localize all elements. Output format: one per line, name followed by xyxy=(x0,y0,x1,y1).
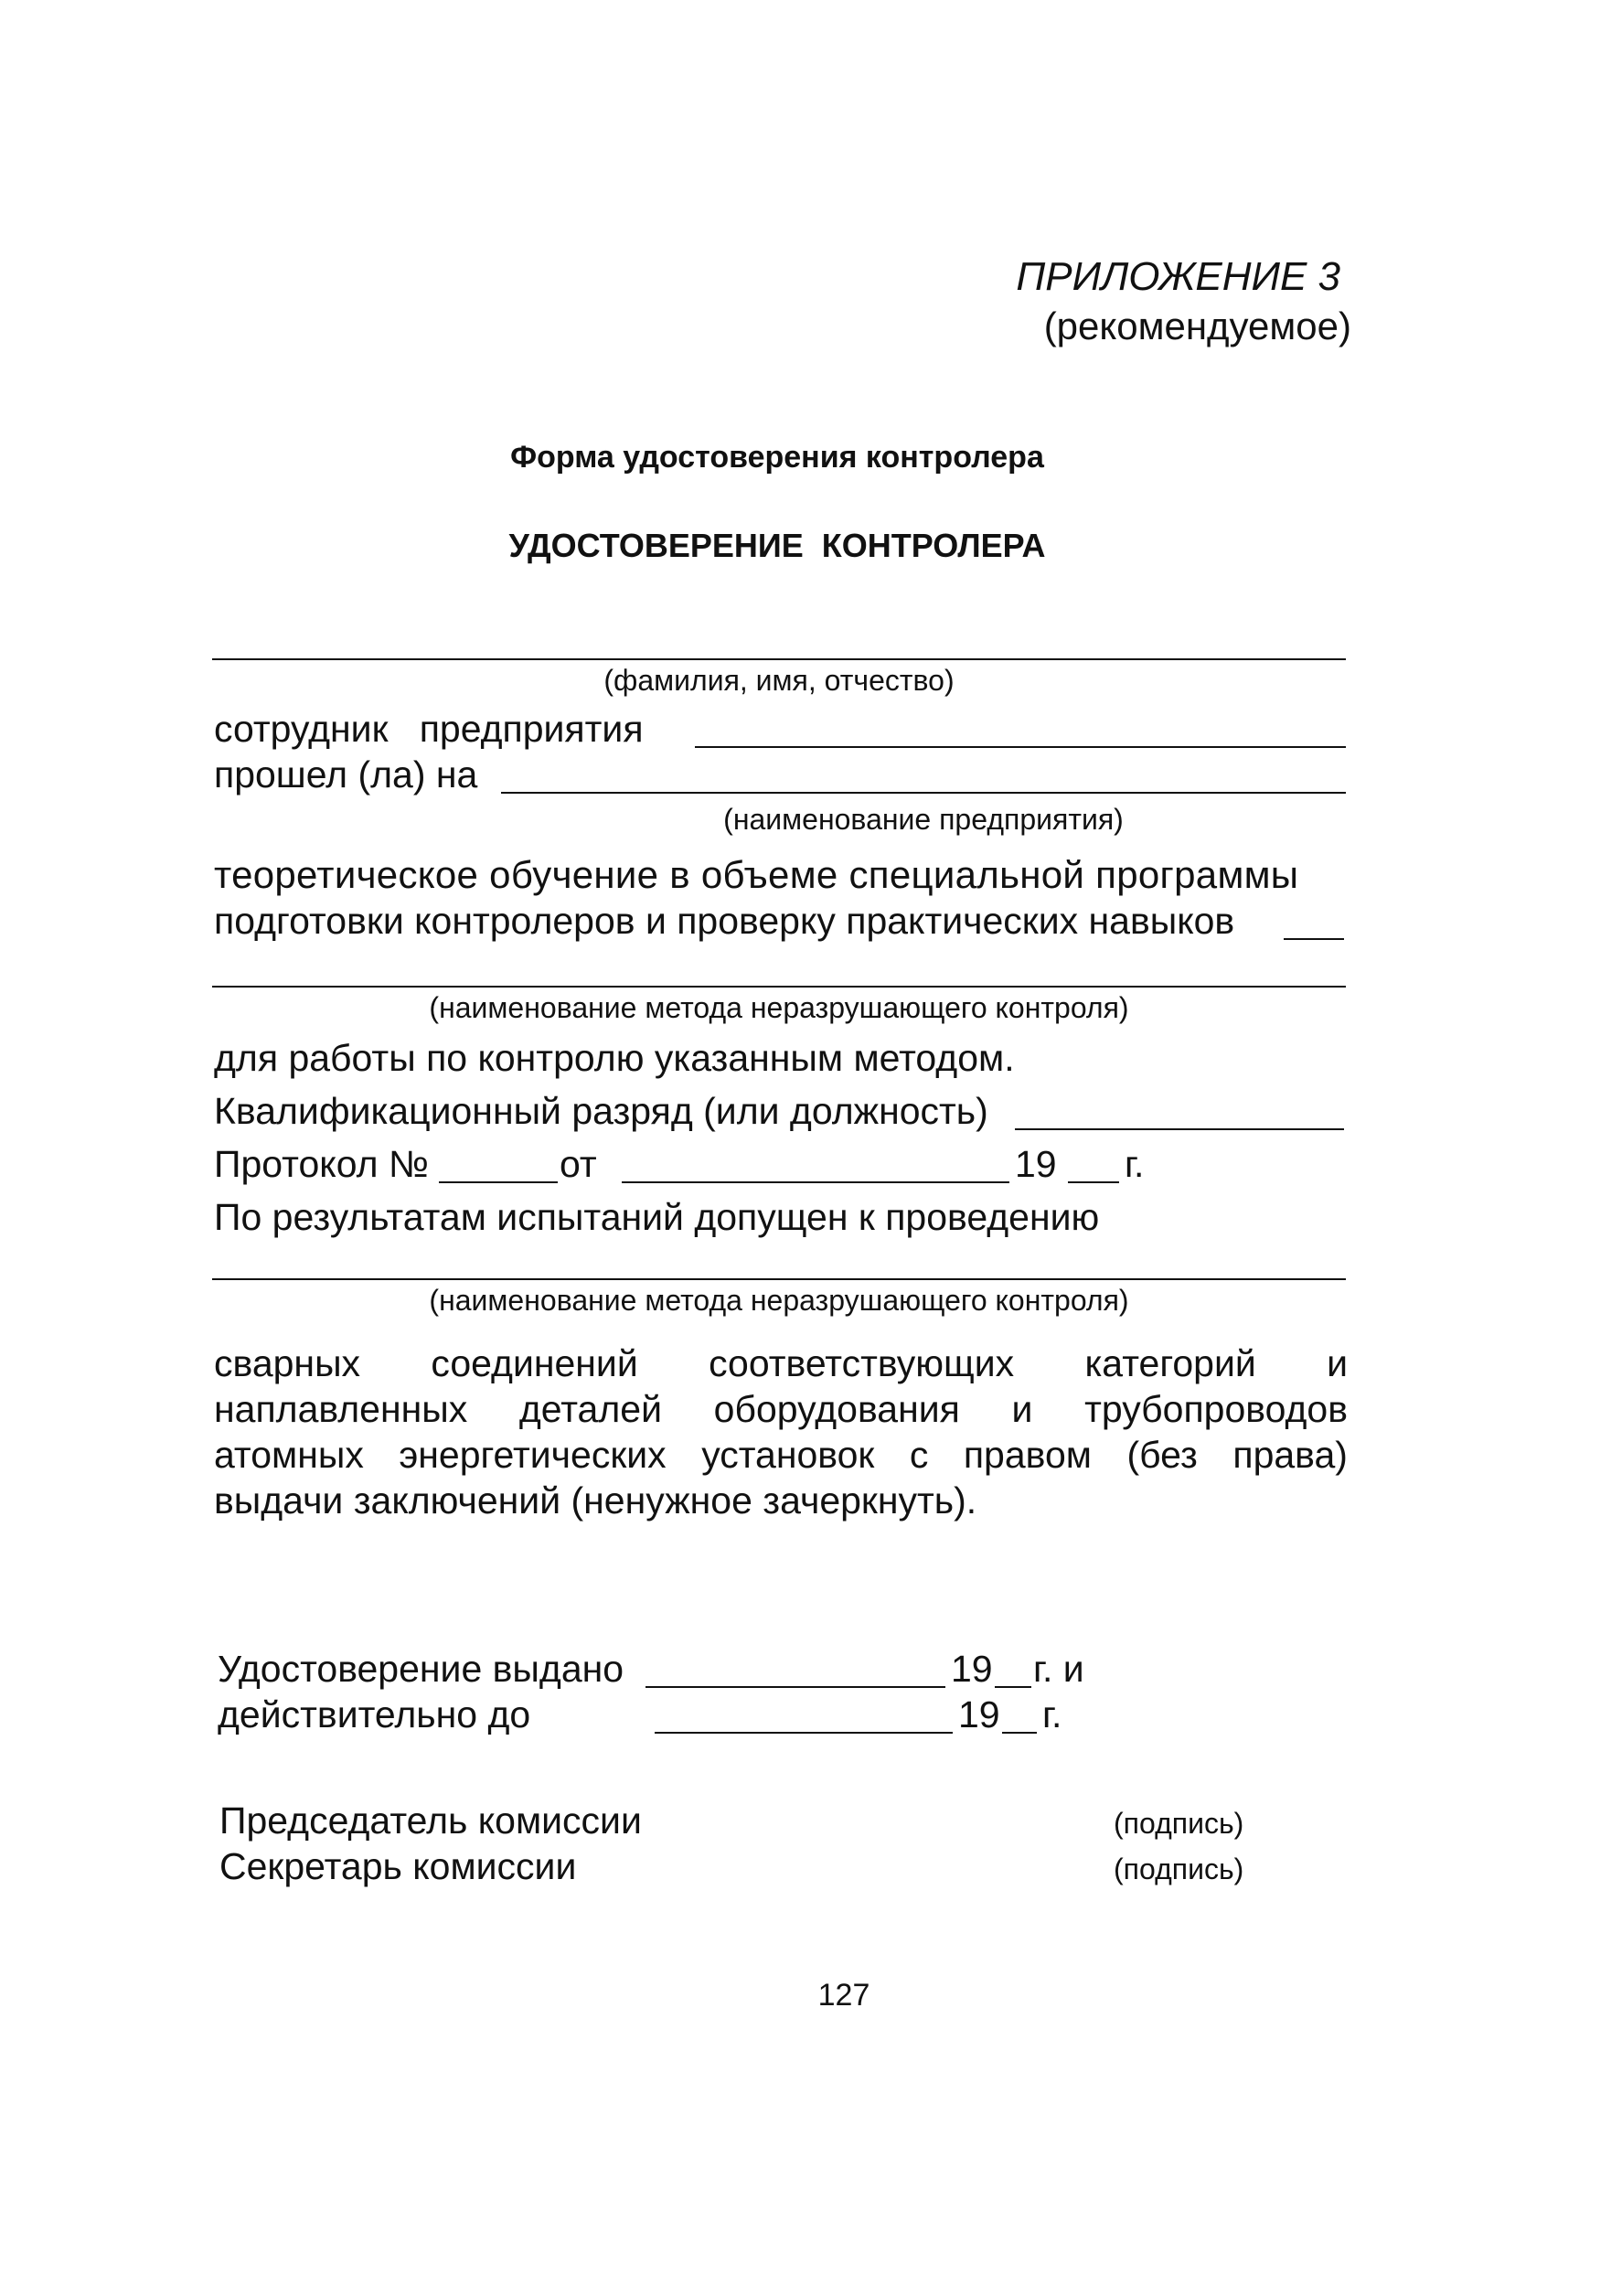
valid-label: действительно до xyxy=(218,1693,531,1735)
valid-year-blank xyxy=(1002,1732,1037,1734)
word: деталей xyxy=(518,1388,662,1430)
protocol-label: Протокол № xyxy=(214,1143,429,1185)
word: соответствующих xyxy=(709,1342,1015,1384)
method-caption-2: (наименование метода неразрушающего контроля) xyxy=(429,1284,1129,1317)
work-line: для работы по контролю указанным методом. xyxy=(214,1037,1015,1079)
protocol-date-blank xyxy=(622,1181,1009,1183)
fio-line xyxy=(212,658,1346,660)
valid-date-blank xyxy=(655,1732,953,1734)
passed-blank xyxy=(501,792,1346,794)
form-title: Форма удостоверения контролера xyxy=(510,440,1044,475)
fio-caption: (фамилия, имя, отчество) xyxy=(603,664,955,697)
word: права) xyxy=(1232,1434,1348,1476)
word: атомных xyxy=(214,1434,364,1476)
word: с xyxy=(909,1434,929,1476)
last-line: выдачи заключений (ненужное зачеркнуть). xyxy=(214,1479,977,1522)
document-title: УДОСТОВЕРЕНИЕ КОНТРОЛЕРА xyxy=(508,527,1046,564)
word: категорий xyxy=(1084,1342,1256,1384)
passed-line: прошел (ла) на xyxy=(214,753,478,796)
word: установок xyxy=(701,1434,875,1476)
issued-year-blank xyxy=(995,1686,1031,1688)
justified-line-3 xyxy=(214,1432,1348,1478)
issued-label: Удостоверение выдано xyxy=(218,1648,624,1690)
training-line: подготовки контролеров и проверку практических навыков xyxy=(214,900,1235,942)
page-number: 127 xyxy=(817,1978,870,2013)
word: и xyxy=(1327,1342,1348,1384)
secretary-label: Секретарь комиссии xyxy=(219,1845,577,1887)
word: наплавленных xyxy=(214,1388,468,1430)
word: правом xyxy=(963,1434,1092,1476)
word: оборудования xyxy=(713,1388,960,1430)
protocol-year-blank xyxy=(1068,1181,1119,1183)
justified-line-2 xyxy=(214,1386,1348,1432)
word: трубопроводов xyxy=(1084,1388,1348,1430)
results-line: По результатам испытаний допущен к проведению xyxy=(214,1196,1100,1238)
word: соединений xyxy=(431,1342,638,1384)
valid-year: 19 xyxy=(958,1693,1000,1735)
issued-year: 19 xyxy=(951,1648,993,1690)
appendix-subtitle: (рекомендуемое) xyxy=(1043,304,1351,347)
protocol-number-blank xyxy=(439,1181,558,1183)
issued-suffix: г. и xyxy=(1033,1648,1084,1690)
chairman-label: Председатель комиссии xyxy=(219,1799,642,1842)
word: сварных xyxy=(214,1342,361,1384)
method-line-2 xyxy=(212,1278,1346,1280)
employee-line: сотрудник предприятия xyxy=(214,708,644,750)
appendix-title: ПРИЛОЖЕНИЕ 3 xyxy=(1016,254,1340,299)
justified-line-1 xyxy=(214,1340,1348,1386)
method-caption-1: (наименование метода неразрушающего контроля) xyxy=(429,991,1129,1024)
issued-date-blank xyxy=(645,1686,945,1688)
protocol-g: г. xyxy=(1125,1143,1145,1185)
method-line-1 xyxy=(212,986,1346,988)
chairman-signature: (подпись) xyxy=(1114,1807,1244,1840)
protocol-from: от xyxy=(560,1143,597,1185)
valid-suffix: г. xyxy=(1042,1693,1062,1735)
protocol-year: 19 xyxy=(1015,1143,1057,1185)
qualification-blank xyxy=(1015,1128,1344,1130)
theory-line: теоретическое обучение в объеме специальной программы xyxy=(214,853,1299,896)
word: (без xyxy=(1126,1434,1198,1476)
training-blank xyxy=(1284,938,1344,940)
word: энергетических xyxy=(399,1434,667,1476)
enterprise-caption: (наименование предприятия) xyxy=(723,803,1124,836)
employee-blank xyxy=(695,746,1346,748)
secretary-signature: (подпись) xyxy=(1114,1853,1244,1885)
qualification-line: Квалификационный разряд (или должность) xyxy=(214,1090,988,1132)
word: и xyxy=(1011,1388,1033,1430)
